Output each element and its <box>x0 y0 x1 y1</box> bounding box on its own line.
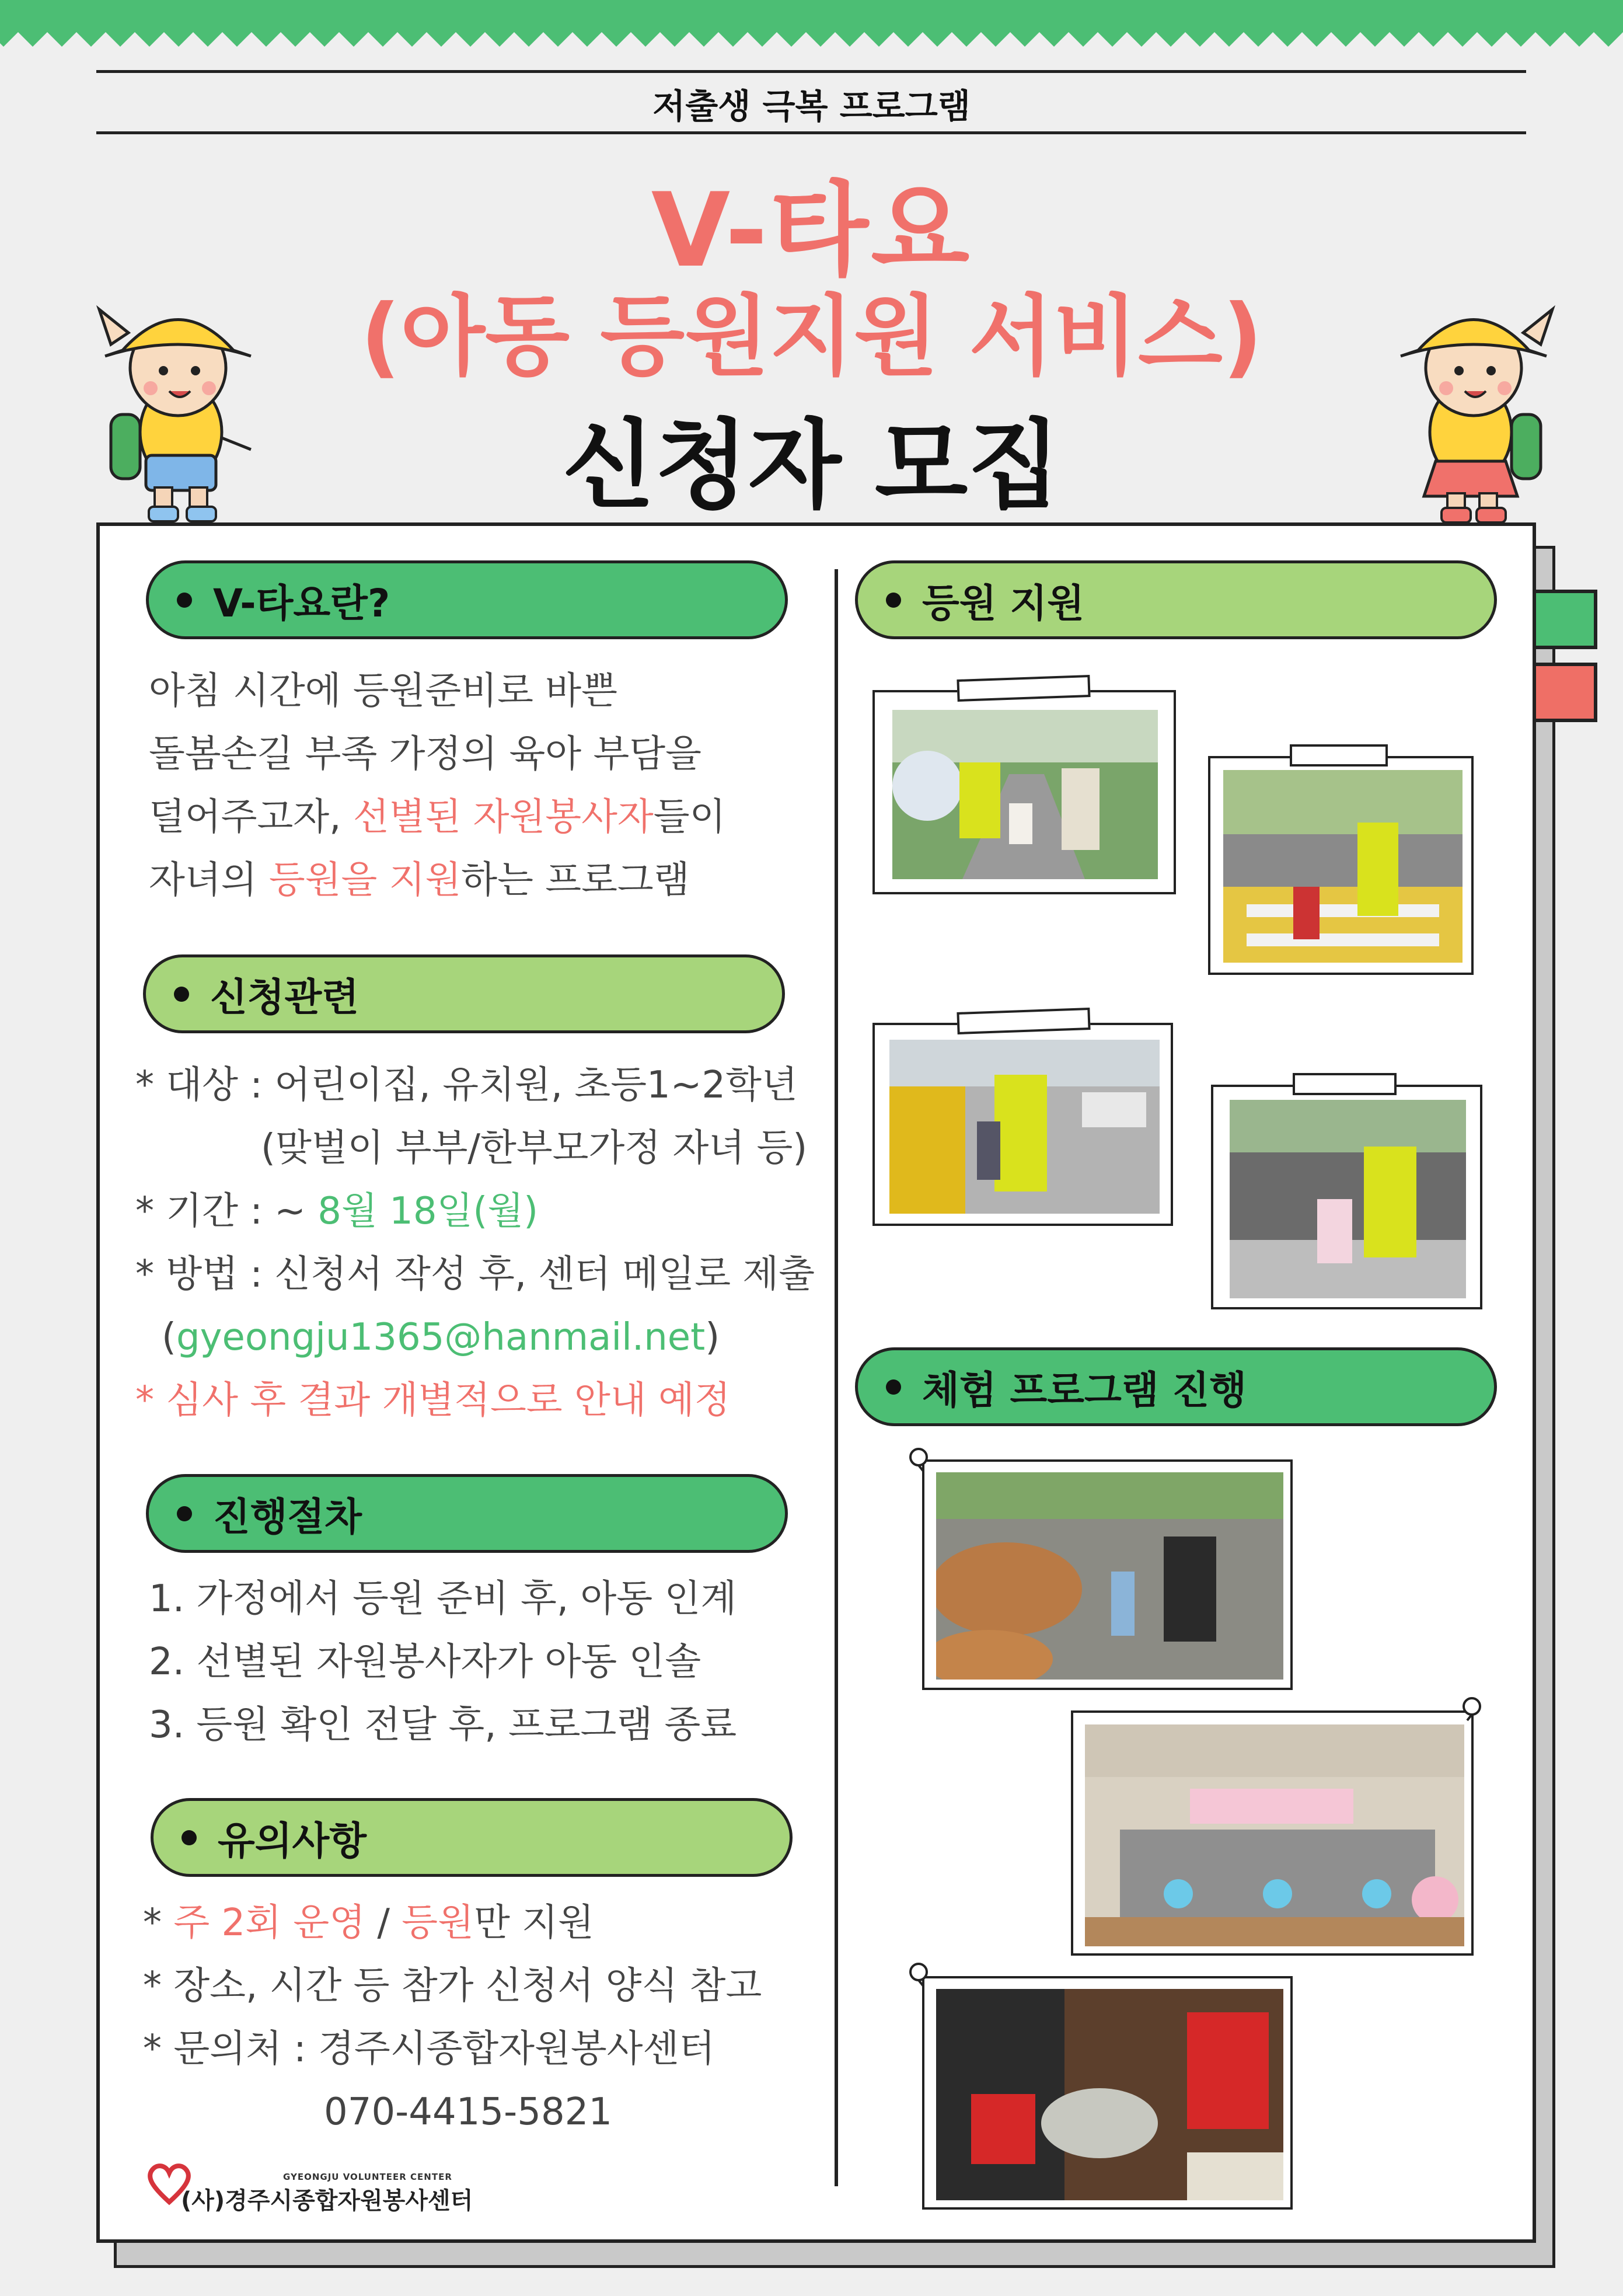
bullet-dot <box>886 593 901 608</box>
about-line-1: 아침 시간에 등원준비로 바쁜 <box>149 670 617 713</box>
apply-notice: * 심사 후 결과 개별적으로 안내 예정 <box>135 1379 731 1422</box>
experience-heading-label: 체험 프로그램 진행 <box>922 1368 1247 1413</box>
tape-4 <box>1293 1073 1397 1095</box>
process-step-1: 1. 가정에서 등원 준비 후, 아동 인계 <box>149 1577 737 1621</box>
logo-en: GYEONGJU VOLUNTEER CENTER <box>283 2172 452 2182</box>
email-address[interactable]: gyeongju1365@hanmail.net <box>176 1316 706 1359</box>
apply-text <box>135 1054 815 1432</box>
caution-line-1 <box>143 1891 762 1954</box>
process-step-2: 2. 선별된 자원봉사자가 아동 인솔 <box>149 1640 701 1684</box>
process-heading-label: 진행절차 <box>213 1494 362 1539</box>
apply-heading <box>143 954 785 1033</box>
tape-2 <box>1290 744 1388 767</box>
about-text <box>149 660 725 912</box>
support-heading <box>855 560 1497 639</box>
red-tab <box>1526 663 1597 722</box>
experience-photo-3 <box>922 1976 1293 2210</box>
title-recruitment: 신청자 모집 <box>562 409 1061 521</box>
experience-heading <box>855 1347 1497 1426</box>
caution-sep: / <box>365 1901 402 1945</box>
bullet-dot <box>177 1506 192 1521</box>
about-heading <box>146 560 788 639</box>
caution-scope: 등원 <box>402 1901 474 1945</box>
apply-target: * 대상 : 어린이집, 유치원, 초등1~2학년 <box>135 1064 798 1107</box>
caution-line-2: * 장소, 시간 등 참가 신청서 양식 참고 <box>143 1964 762 2008</box>
process-heading <box>146 1474 788 1553</box>
process-step-3: 3. 등원 확인 전달 후, 프로그램 종료 <box>149 1703 737 1747</box>
program-subtitle: 저출생 극복 프로그램 <box>652 86 971 126</box>
about-line-4-b: 하는 프로그램 <box>461 859 690 902</box>
email-paren-close: ) <box>705 1316 720 1359</box>
apply-heading-label: 신청관련 <box>210 975 359 1020</box>
girl-illustration <box>1389 292 1576 525</box>
contact-phone: 070-4415-5821 <box>324 2091 613 2134</box>
title-service: (아동 등원지원 서비스) <box>360 286 1263 388</box>
about-line-3-highlight: 선별된 자원봉사자 <box>352 796 654 839</box>
support-heading-label: 등원 지원 <box>922 581 1085 626</box>
apply-period <box>135 1180 815 1243</box>
experience-photo-2 <box>1071 1710 1474 1956</box>
experience-photo-1 <box>922 1459 1293 1690</box>
bullet-dot <box>177 593 192 608</box>
bullet-dot <box>174 987 189 1002</box>
support-photo-4 <box>1211 1085 1482 1309</box>
caution-frequency: 주 2회 운영 <box>173 1901 366 1945</box>
pushpin-icon <box>1459 1696 1485 1722</box>
about-line-4-a: 자녀의 <box>149 859 269 902</box>
about-heading-label: V-타요란? <box>213 581 390 626</box>
top-rule <box>96 70 1526 73</box>
column-divider <box>835 569 838 2186</box>
caution-line-1-b: 만 지원 <box>473 1901 594 1945</box>
caution-line-3: * 문의처 : 경주시종합자원봉사센터 <box>143 2027 715 2071</box>
about-line-3 <box>149 786 725 849</box>
caution-text <box>143 1891 762 2144</box>
apply-period-label: * 기간 : ~ <box>135 1190 318 1233</box>
bullet-dot <box>886 1379 901 1395</box>
about-line-4-highlight: 등원을 지원 <box>268 859 462 902</box>
title-v-tayo: V-타요 <box>651 172 972 290</box>
pushpin-icon <box>906 1961 931 1987</box>
apply-period-date: 8월 18일(월) <box>317 1190 539 1233</box>
caution-line-1-bullet: * <box>143 1901 174 1945</box>
apply-target-sub: (맞벌이 부부/한부모가정 자녀 등) <box>261 1127 808 1170</box>
pushpin-icon <box>906 1447 931 1472</box>
apply-method: * 방법 : 신청서 작성 후, 센터 메일로 제출 <box>135 1253 815 1296</box>
green-tab <box>1526 590 1597 649</box>
caution-heading-label: 유의사항 <box>218 1818 367 1863</box>
bottom-rule <box>96 131 1526 134</box>
boy-illustration <box>76 292 263 525</box>
about-line-4 <box>149 849 725 912</box>
process-text <box>149 1567 737 1757</box>
support-photo-3 <box>872 1023 1173 1226</box>
caution-heading <box>151 1798 793 1877</box>
about-line-3-a: 덜어주고자, <box>149 796 353 839</box>
apply-email-line <box>135 1306 815 1369</box>
top-zigzag-border <box>0 0 1623 53</box>
support-photo-1 <box>872 690 1176 894</box>
about-line-3-b: 들이 <box>653 796 726 839</box>
about-line-2: 돌봄손길 부족 가정의 육아 부담을 <box>149 733 701 776</box>
tape-3 <box>957 1008 1090 1034</box>
logo-ko: (사)경주시종합자원봉사센터 <box>181 2187 473 2214</box>
bullet-dot <box>182 1830 197 1845</box>
tape-1 <box>957 675 1090 702</box>
support-photo-2 <box>1208 756 1474 975</box>
email-paren-open: ( <box>162 1316 176 1359</box>
